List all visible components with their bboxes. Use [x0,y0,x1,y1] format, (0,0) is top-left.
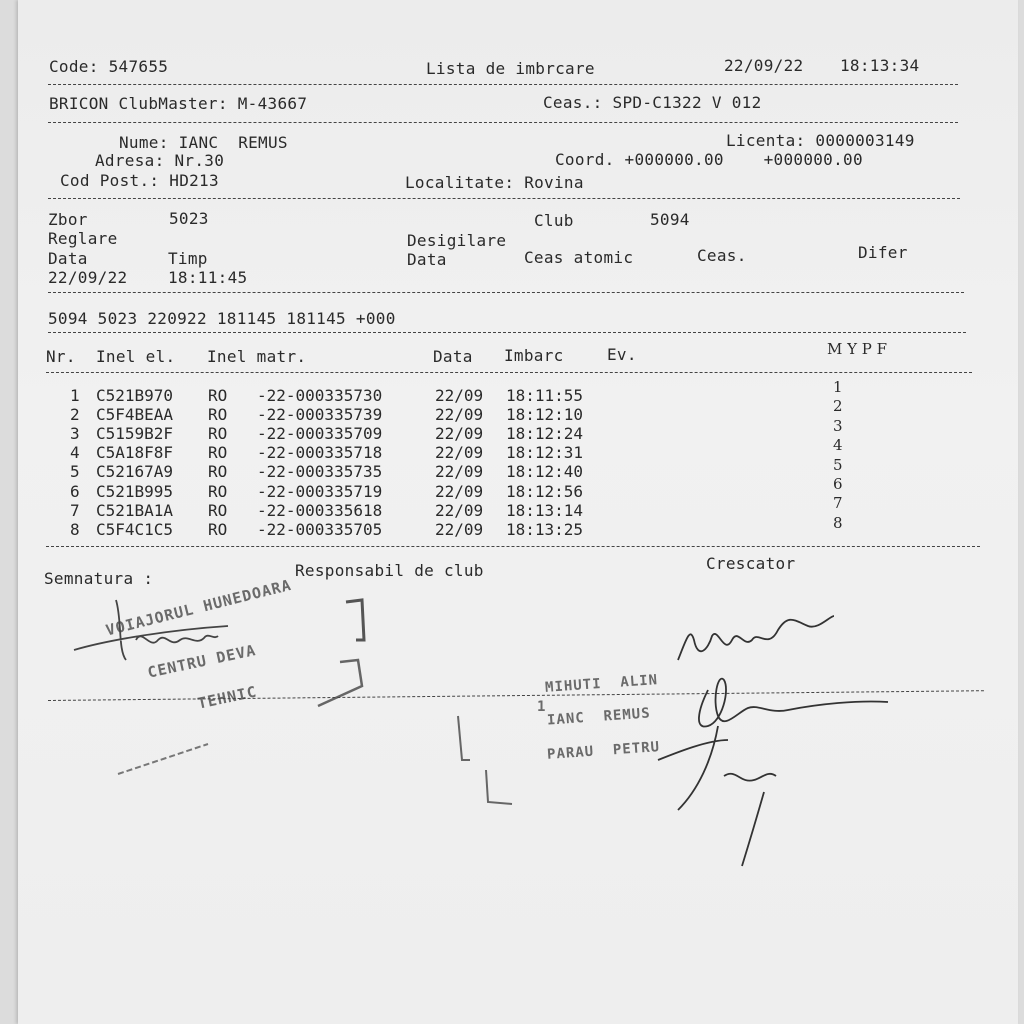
arrival-time: 18:13:14 [506,500,584,520]
clock-id: Ceas.: SPD-C1322 V 012 [543,93,762,112]
arrival-time: 18:12:56 [506,481,584,501]
electronic-ring: C5F4C1C5 [96,519,174,539]
arrival-date: 22/09 [435,443,484,463]
arrival-time: 18:13:25 [506,519,584,539]
difference-label: Difer [858,243,908,262]
row-number: 6 [70,481,80,501]
stamp-bracket-mark [318,660,362,706]
electronic-ring: C521B970 [96,386,174,405]
rank-m: 7 [833,494,843,513]
summary-line: 5094 5023 220922 181145 181145 +000 [48,309,396,328]
ring-number: -22-000335730 [257,386,383,405]
breeder-stamp-line-2: IANC REMUS [546,705,652,729]
stamp-smudge-mark [118,744,208,774]
rank-m: 6 [833,475,843,493]
electronic-ring: C52167A9 [96,462,174,482]
col-myf-header: M Y P F [827,340,888,358]
arrival-time: 18:12:31 [506,443,584,463]
ring-number: -22-000335618 [257,500,383,520]
postal-code: Cod Post.: HD213 [60,171,219,190]
row-number: 7 [70,500,80,520]
breeder-stamp-number: 1 [537,699,547,715]
country-code: RO [208,500,228,520]
atomic-clock-label: Ceas atomic [524,248,634,267]
ring-number: -22-000335735 [257,462,383,482]
report-time: 18:13:34 [840,56,920,75]
arrival-time: 18:11:55 [506,386,584,405]
ring-number: -22-000335709 [257,424,383,444]
rank-m: 2 [833,397,843,416]
row-number: 4 [70,443,80,463]
electronic-ring: C5159B2F [96,424,174,444]
rank-m: 8 [833,513,843,532]
arrival-date: 22/09 [435,405,484,425]
breeder-signature-1 [678,616,834,660]
license-number: Licenta: 0000003149 [726,131,915,150]
report-date: 22/09/22 [724,56,804,75]
stamp-bracket-mark [486,770,512,804]
breeder-signature-3 [658,726,776,866]
reglare-date: 22/09/22 [48,268,128,287]
clubmaster-id: BRICON ClubMaster: M-43667 [49,94,308,113]
rank-m: 3 [833,416,843,435]
breeder-stamp-line-1: MIHUTI ALIN [544,672,659,696]
arrival-date: 22/09 [435,386,484,405]
col-inel-el-header: Inel el. [96,347,176,366]
arrival-time: 18:12:40 [506,462,584,482]
electronic-ring: C521B995 [96,481,174,501]
rank-m: 4 [833,436,843,455]
signature-label: Semnatura : [44,569,154,588]
ring-number: -22-000335705 [257,519,383,539]
col-ev-header: Ev. [607,345,637,364]
stamp-bracket-mark [346,600,364,640]
printed-report-sheet [18,0,1018,1024]
ring-number: -22-000335719 [257,481,383,501]
row-number: 1 [70,386,80,405]
club-stamp-line-3: TEHNIC [196,682,259,713]
clock-label: Ceas. [697,246,747,265]
reglare-date-label: Data [48,249,88,268]
coordinates: Coord. +000000.00 +000000.00 [555,150,863,169]
club-number: 5094 [650,210,690,229]
desigilare-label: Desigilare [407,231,507,250]
owner-address: Adresa: Nr.30 [95,151,225,170]
arrival-date: 22/09 [435,424,484,444]
row-number: 2 [70,405,80,425]
electronic-ring: C521BA1A [96,500,174,520]
breeder-label: Crescator [706,554,796,573]
flight-label: Zbor [48,210,88,229]
country-code: RO [208,519,228,539]
arrival-time: 18:12:10 [506,405,584,425]
club-stamp-line-2: CENTRU DEVA [146,641,258,682]
row-number: 5 [70,462,80,482]
country-code: RO [208,405,228,425]
flight-number: 5023 [169,209,209,228]
country-code: RO [208,386,228,405]
signatures-and-marks [18,0,1018,1024]
rank-m: 1 [833,378,843,396]
club-label: Club [534,211,574,230]
ring-number: -22-000335718 [257,443,383,463]
arrival-date: 22/09 [435,462,484,482]
col-data-header: Data [433,347,473,366]
country-code: RO [208,481,228,501]
electronic-ring: C5A18F8F [96,443,174,463]
country-code: RO [208,443,228,463]
locality: Localitate: Rovina [405,173,584,192]
ring-number: -22-000335739 [257,405,383,425]
arrival-date: 22/09 [435,519,484,539]
arrival-date: 22/09 [435,481,484,501]
reglare-time-label: Timp [168,249,208,268]
arrival-time: 18:12:24 [506,424,584,444]
reglare-label: Reglare [48,229,118,248]
col-imbarc-header: Imbarc [504,346,564,365]
col-nr-header: Nr. [46,347,76,366]
row-number: 3 [70,424,80,444]
reglare-time: 18:11:45 [168,268,248,287]
club-signature-mark [74,600,228,660]
club-stamp-line-1: VOIAJORUL HUNEDOARA [104,575,294,640]
electronic-ring: C5F4BEAA [96,405,174,425]
row-number: 8 [70,519,80,539]
country-code: RO [208,462,228,482]
owner-name: Nume: IANC REMUS [119,133,288,152]
club-responsible-label: Responsabil de club [295,561,484,580]
col-inel-matr-header: Inel matr. [207,347,307,366]
report-code: Code: 547655 [49,57,169,76]
desigilare-date-label: Data [407,250,447,269]
stamp-bracket-mark [458,716,470,760]
report-title: Lista de imbrcare [426,59,595,78]
breeder-signature-2 [699,679,888,727]
country-code: RO [208,424,228,444]
breeder-stamp-line-3: PARAU PETRU [546,739,661,763]
rank-m: 5 [833,455,843,474]
arrival-date: 22/09 [435,500,484,520]
